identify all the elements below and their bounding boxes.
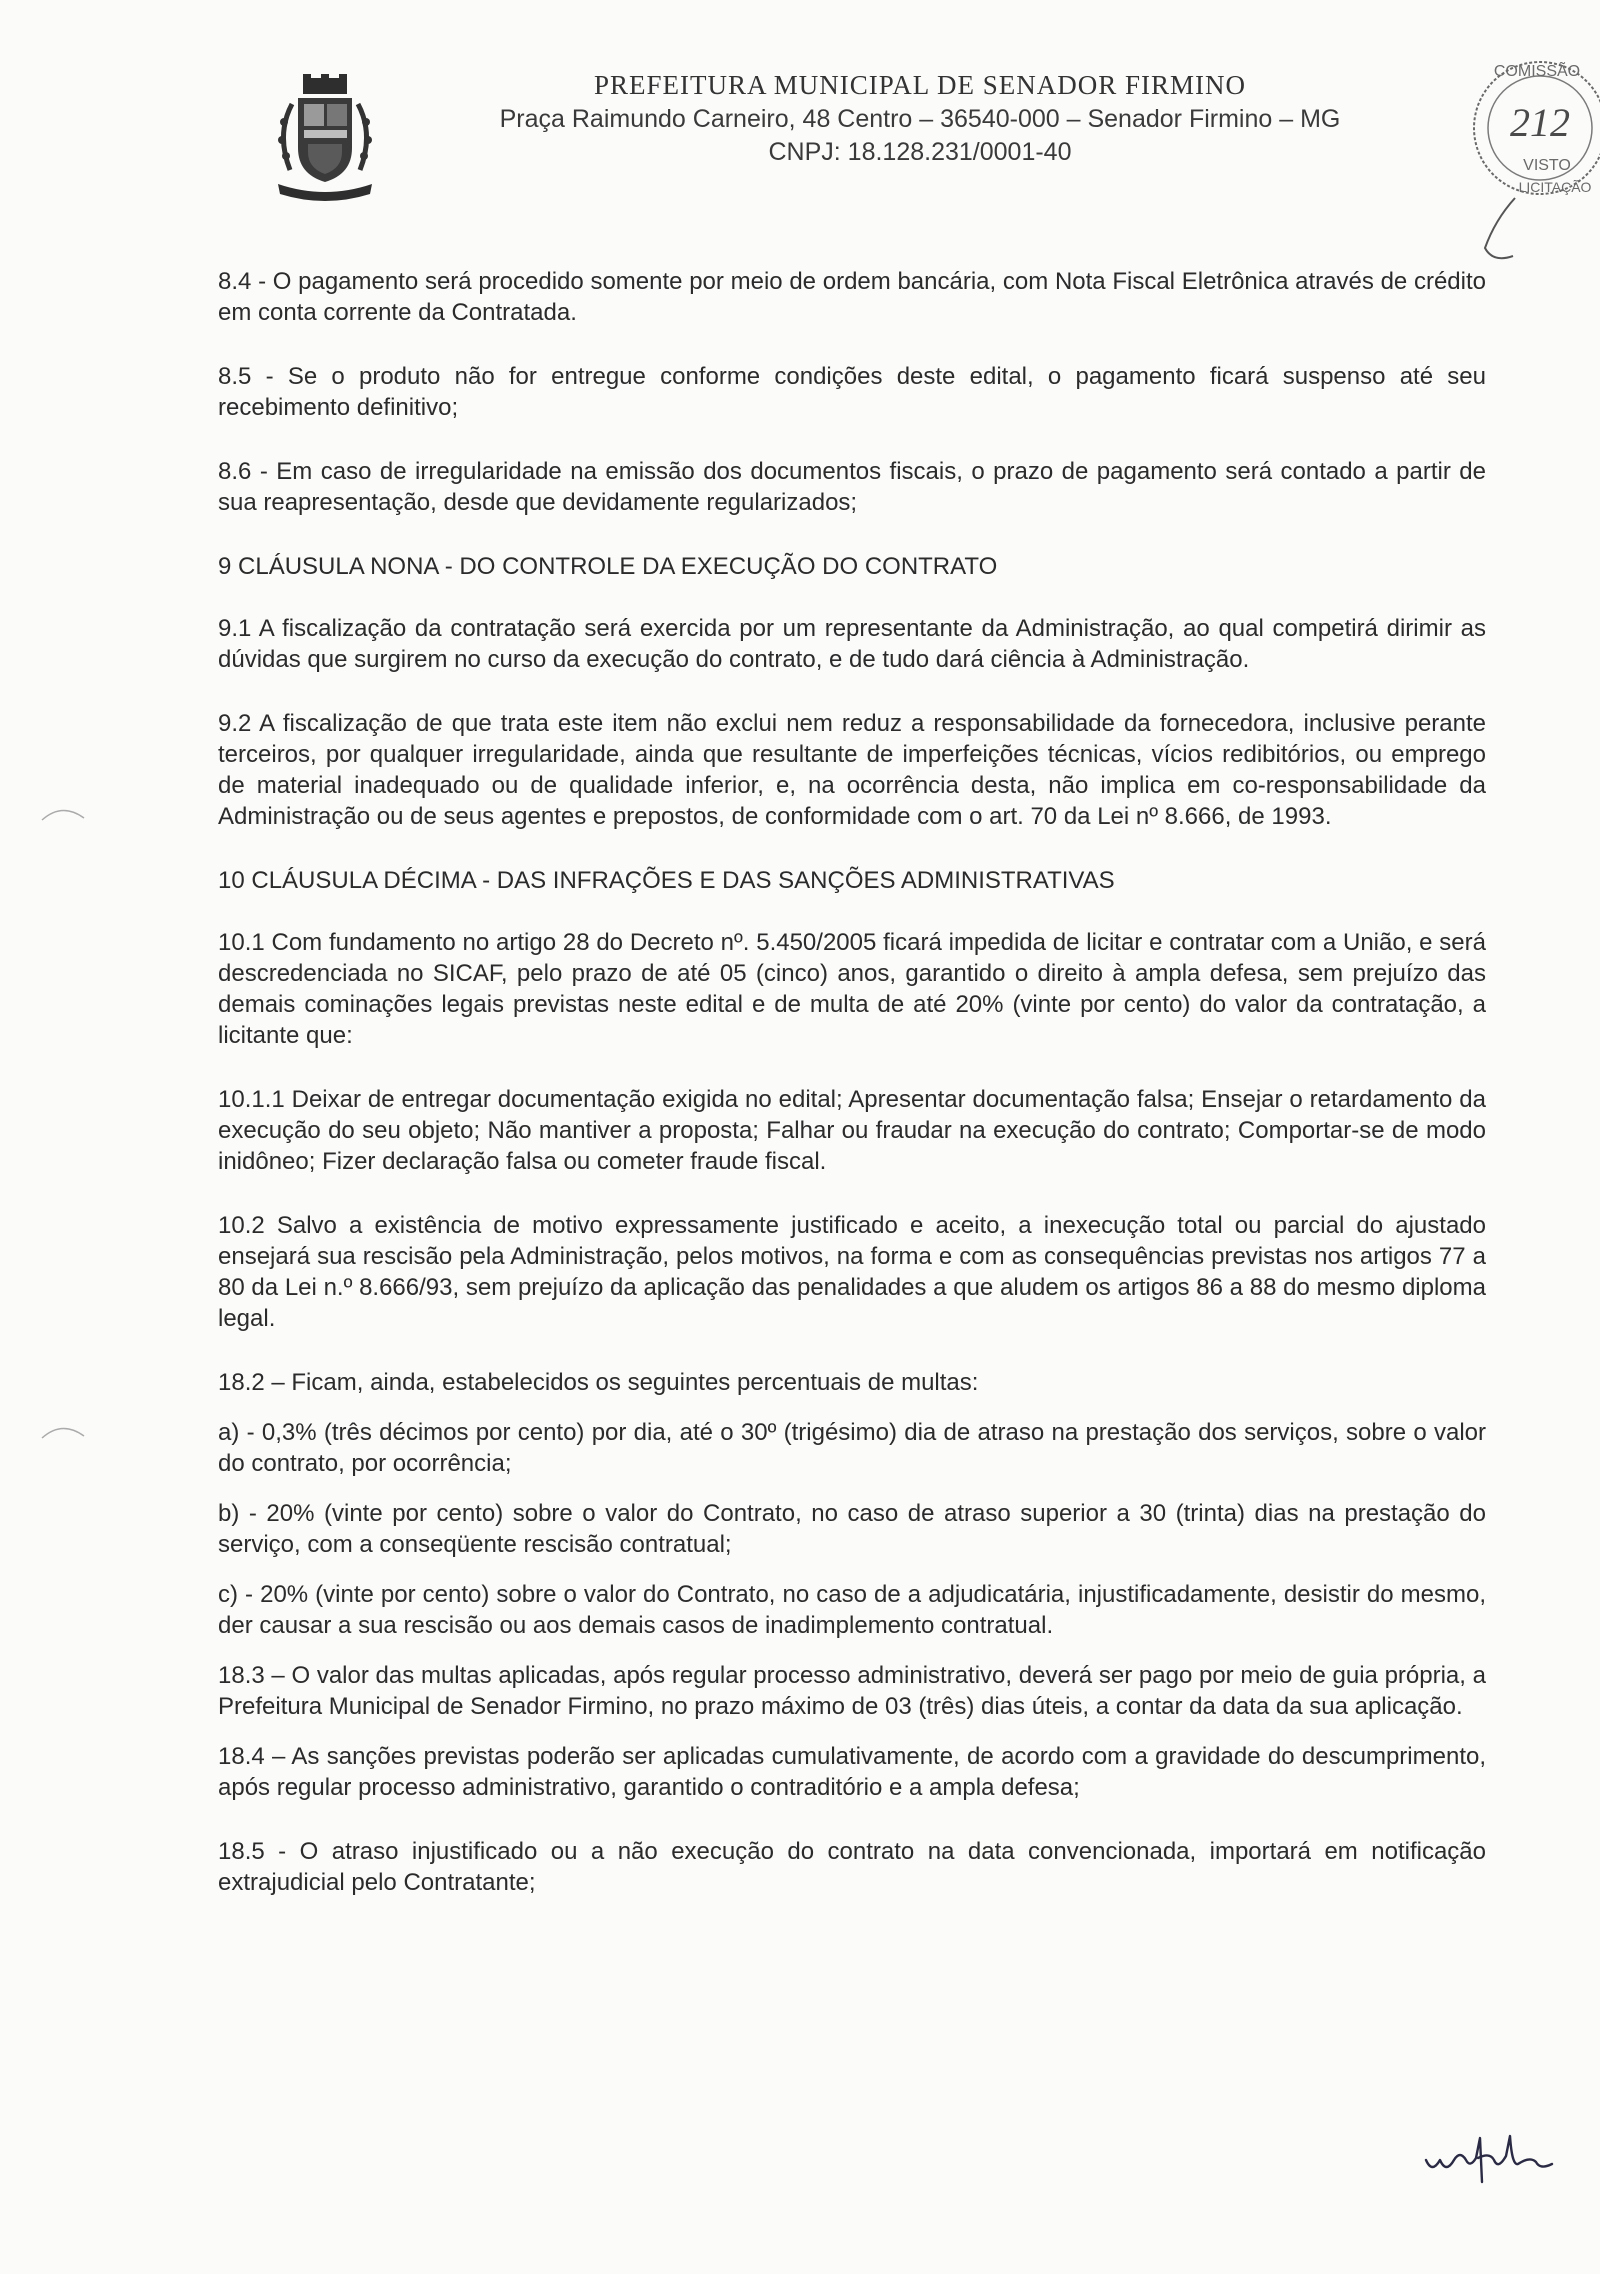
review-stamp: [1455, 48, 1600, 278]
paragraph-10-1: 10.1 Com fundamento no artigo 28 do Decreto nº. 5.450/2005 ficará impedida de licitar e contratar com a União, e será descredenciada no SICAF, pelo prazo de até 05 (cinco) anos, garantido o direito à ampla defesa, sem prejuízo das demais cominações legais previstas neste edital e de multa de até 20% (vinte por cento) do valor da contratação, a licitante que:: [218, 929, 1486, 1049]
paragraph-18-2-a: a) - 0,3% (três décimos por cento) por dia, até o 30º (trigésimo) dia de atraso na prestação dos serviços, sobre o valor do contrato, por ocorrência;: [218, 1419, 1486, 1477]
paragraph-18-3: 18.3 – O valor das multas aplicadas, após regular processo administrativo, deverá ser pago por meio de guia própria, a Prefeitura Municipal de Senador Firmino, no prazo máximo de 03 (três) dias úteis, a contar da data da sua aplicação.: [218, 1662, 1486, 1720]
paragraph-8-6: 8.6 - Em caso de irregularidade na emissão dos documentos fiscais, o prazo de pagamento será contado a partir de sua reapresentação, desde que devidamente regularizados;: [218, 458, 1486, 516]
letterhead-cnpj: CNPJ: 18.128.231/0001-40: [768, 138, 1072, 166]
paragraph-18-2-c: c) - 20% (vinte por cento) sobre o valor do Contrato, no caso de a adjudicatária, injustificadamente, desistir do mesmo, der causar a sua rescisão ou aos demais casos de inadimplemento contratual.: [218, 1581, 1486, 1639]
clause-9-heading: 9 CLÁUSULA NONA - DO CONTROLE DA EXECUÇÃO DO CONTRATO: [218, 553, 998, 580]
paragraph-18-5: 18.5 - O atraso injustificado ou a não execução do contrato na data convencionada, importará em notificação extrajudicial pelo Contratante;: [218, 1838, 1486, 1896]
document-body: [218, 266, 1486, 1931]
paragraph-10-1-1: 10.1.1 Deixar de entregar documentação exigida no edital; Apresentar documentação falsa; Ensejar o retardamento da execução do seu objeto; Não mantiver a proposta; Falhar ou fraudar na execução do contrato; Comportar-se de modo inidôneo; Fizer declaração falsa ou cometer fraude fiscal.: [218, 1086, 1486, 1175]
paragraph-10-2: 10.2 Salvo a existência de motivo expressamente justificado e aceito, a inexecução total ou parcial do ajustado ensejará sua rescisão pela Administração, pelos motivos, na forma e com as consequências previstas nos artigos 77 a 80 da Lei n.º 8.666/93, sem prejuízo da aplicação das penalidades a que aludem os artigos 86 a 88 do mesmo diploma legal.: [218, 1212, 1486, 1332]
letterhead-address: Praça Raimundo Carneiro, 48 Centro – 36540-000 – Senador Firmino – MG: [499, 105, 1341, 133]
clause-10-heading: 10 CLÁUSULA DÉCIMA - DAS INFRAÇÕES E DAS SANÇÕES ADMINISTRATIVAS: [218, 867, 1115, 894]
punch-mark-icon: [38, 1418, 88, 1442]
paragraph-8-4: 8.4 - O pagamento será procedido somente por meio de ordem bancária, com Nota Fiscal Eletrônica através de crédito em conta corrente da Contratada.: [218, 268, 1486, 326]
letterhead-title: PREFEITURA MUNICIPAL DE SENADOR FIRMINO: [593, 70, 1247, 100]
paragraph-9-2: 9.2 A fiscalização de que trata este item não exclui nem reduz a responsabilidade da fornecedora, inclusive perante terceiros, por qualquer irregularidade, ainda que resultante de imperfeições técnicas, vícios redibitórios, ou emprego de material inadequado ou de qualidade inferior, e, na ocorrência desta, não implica em co-responsabilidade da Administração ou de seus agentes e prepostos, de conformidade com o art. 70 da Lei nº 8.666, de 1993.: [218, 710, 1486, 830]
stamp-number: 212: [1510, 100, 1570, 145]
stamp-text-top: COMISSÃO: [1493, 63, 1581, 80]
paragraph-18-2: 18.2 – Ficam, ainda, estabelecidos os seguintes percentuais de multas:: [218, 1369, 979, 1396]
stamp-text-mid: VISTO: [1523, 157, 1571, 174]
letterhead: [0, 60, 1600, 210]
handwritten-signature-icon: [1420, 2130, 1560, 2190]
paragraph-9-1: 9.1 A fiscalização da contratação será exercida por um representante da Administração, ao qual competirá dirimir as dúvidas que surgirem no curso da execução do contrato, e de tudo dará ciência à Administração.: [218, 615, 1486, 673]
paragraph-18-2-b: b) - 20% (vinte por cento) sobre o valor do Contrato, no caso de atraso superior a 30 (trinta) dias na prestação do serviço, com a conseqüente rescisão contratual;: [218, 1500, 1486, 1558]
paragraph-18-4: 18.4 – As sanções previstas poderão ser aplicadas cumulativamente, de acordo com a gravidade do descumprimento, após regular processo administrativo, garantido o contraditório e a ampla defesa;: [218, 1743, 1486, 1801]
paragraph-8-5: 8.5 - Se o produto não for entregue conforme condições deste edital, o pagamento ficará suspenso até seu recebimento definitivo;: [218, 363, 1486, 421]
punch-mark-icon: [38, 800, 88, 824]
letterhead-text: [420, 60, 1420, 167]
stamp-text-bottom: LICITAÇÃO: [1518, 179, 1592, 195]
municipal-crest-icon: [270, 74, 380, 202]
